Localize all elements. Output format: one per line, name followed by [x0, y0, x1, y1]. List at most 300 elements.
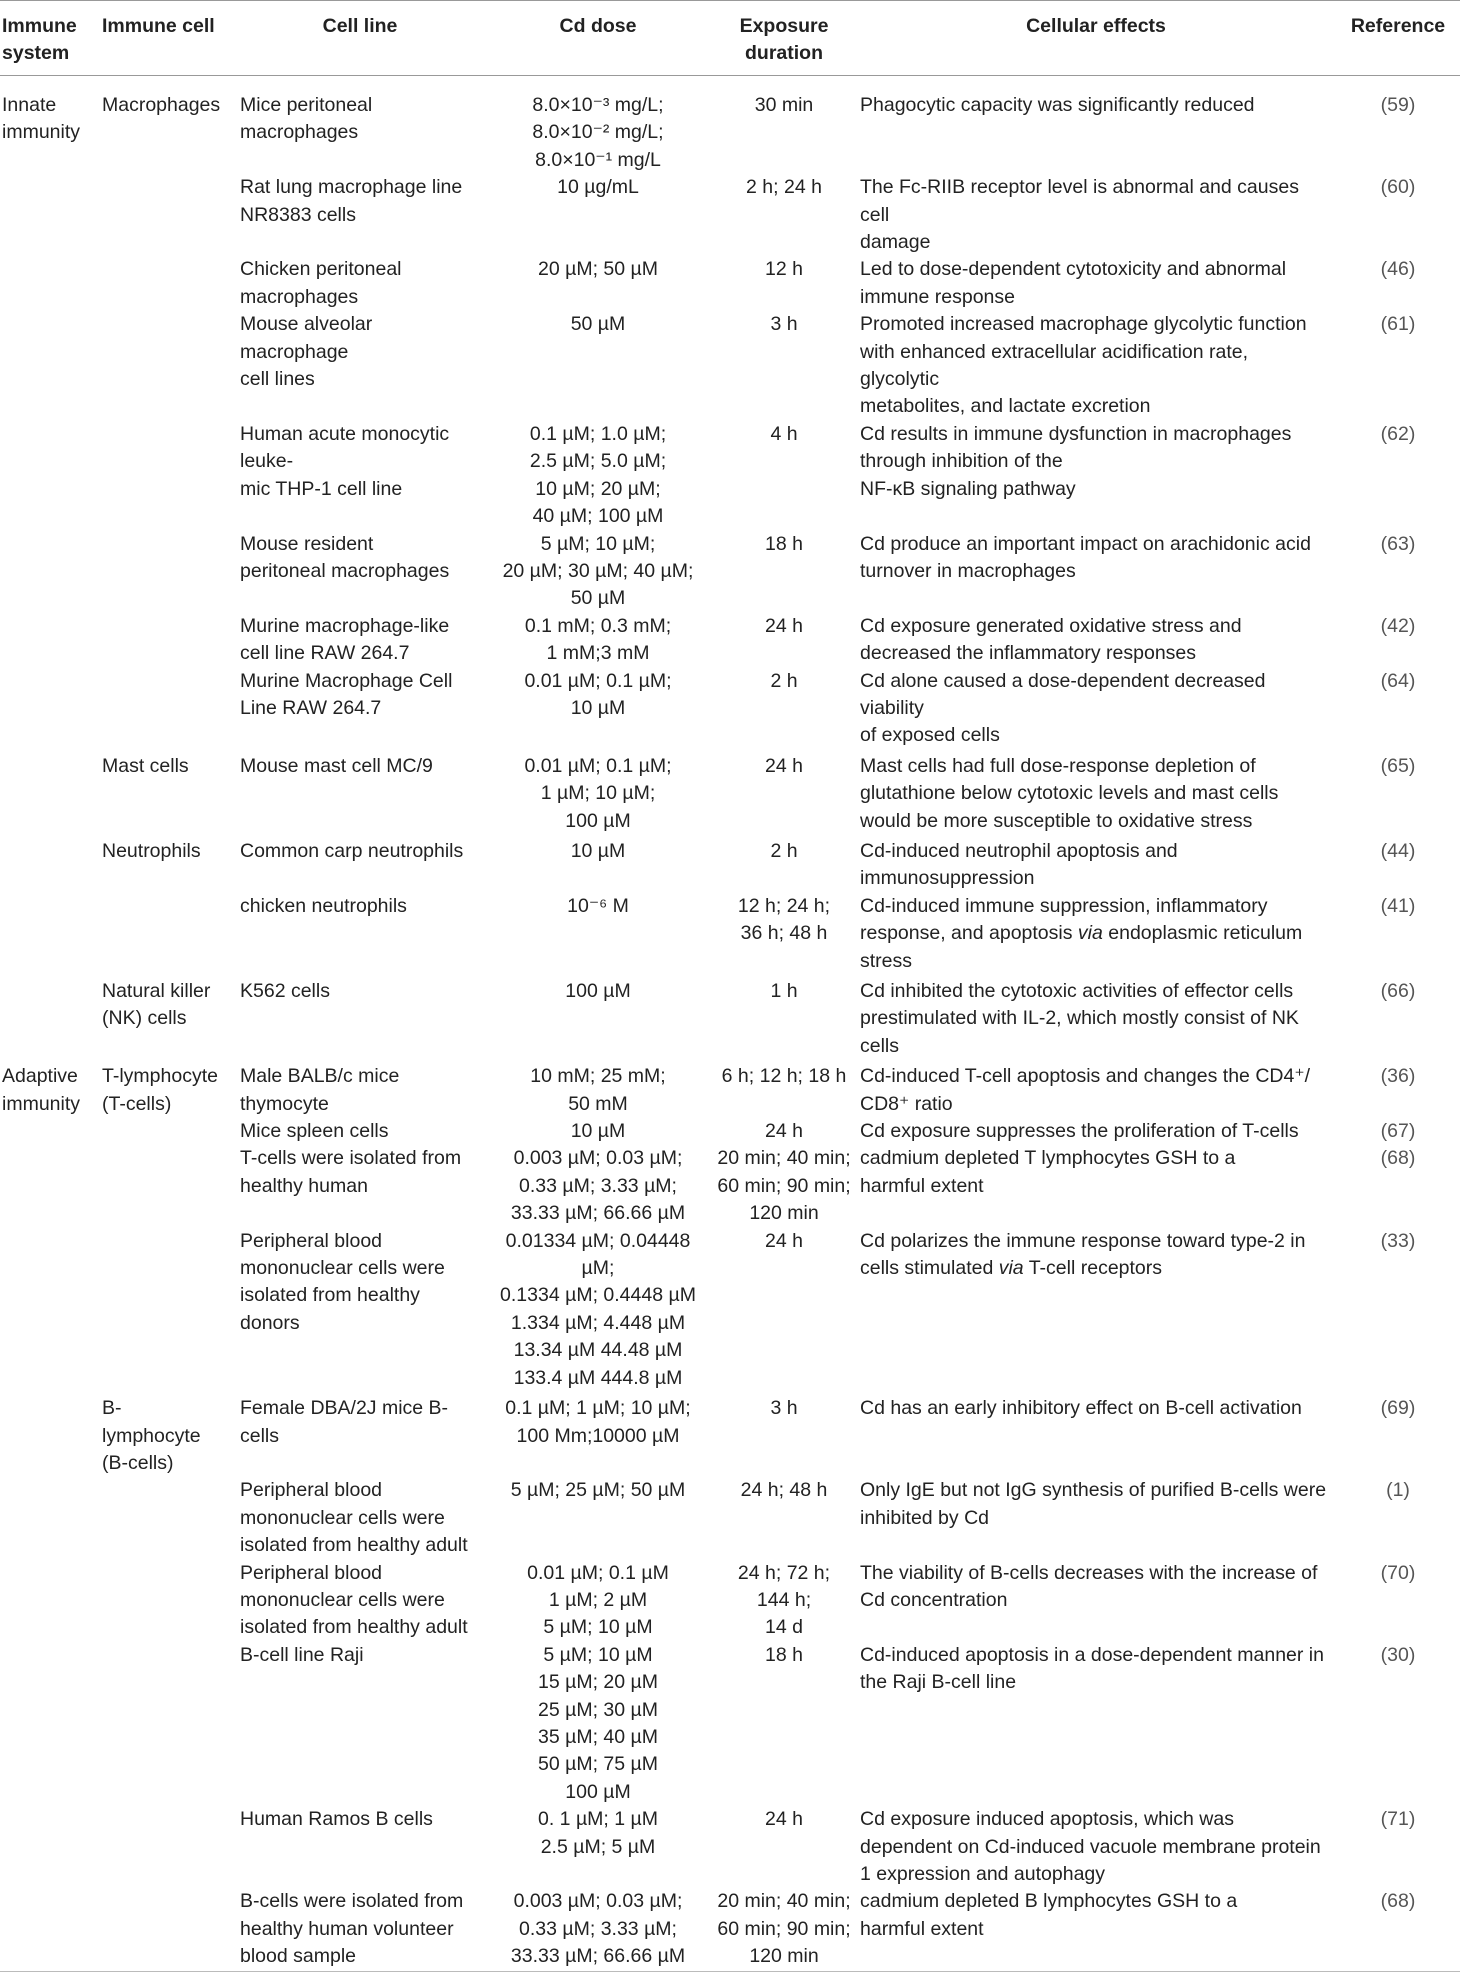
- text-line: 5 µM; 10 µM: [543, 1616, 653, 1639]
- reference-link[interactable]: (66): [1380, 980, 1416, 1002]
- immune-cell-cell: [100, 1145, 236, 1227]
- immune-system-cell: [0, 1477, 100, 1559]
- cellular-effects-cell: [856, 1118, 1336, 1145]
- reference-link[interactable]: (70): [1380, 1561, 1416, 1584]
- text-line: Murine Macrophage Cell: [240, 669, 453, 692]
- cd-dose-cell: [484, 668, 712, 750]
- cell-line-cell: [236, 531, 484, 613]
- text-line: 1 h: [770, 980, 798, 1002]
- immune-system-cell: [0, 975, 100, 1060]
- immune-system-cell: [0, 311, 100, 421]
- text-line: the Raji B-cell line: [860, 1671, 1017, 1694]
- text-line: 13.34 µM 44.48 µM: [513, 1339, 683, 1362]
- text-line: The viability of B-cells decreases with the increase of: [860, 1561, 1318, 1584]
- text-line: 100 µM: [565, 809, 631, 832]
- reference-link[interactable]: (68): [1380, 1147, 1416, 1170]
- text-line: 35 µM; 40 µM: [537, 1725, 658, 1748]
- text-line: 8.0×10⁻¹ mg/L: [535, 148, 661, 171]
- text-line: Neutrophils: [102, 839, 201, 862]
- header-immune-system: [0, 1, 100, 76]
- text-line: Mast cells had full dose-response depletion of: [860, 754, 1256, 777]
- reference-link[interactable]: (41): [1380, 894, 1416, 917]
- text-line: 100 Mm;10000 µM: [516, 1424, 680, 1447]
- cellular-effects-cell: [856, 1060, 1336, 1118]
- text-line: 25 µM; 30 µM: [537, 1698, 658, 1721]
- table-row: [0, 174, 1460, 256]
- cd-dose-cell: [484, 174, 712, 256]
- immune-system-cell: [0, 835, 100, 893]
- text-line: healthy human: [240, 1174, 368, 1197]
- cd-dose-cell: [484, 76, 712, 175]
- table-row: [0, 311, 1460, 421]
- cell-line-cell: [236, 613, 484, 668]
- exposure-duration-cell: [712, 835, 856, 893]
- immune-cell-cell: [100, 1118, 236, 1145]
- text-line: thymocyte: [240, 1092, 329, 1115]
- text-line: prestimulated with IL-2, which mostly consist of NK: [860, 1007, 1299, 1030]
- text-line: cells: [860, 1034, 900, 1057]
- immune-cell-cell: [100, 1806, 236, 1888]
- immune-cell-cell: [100, 311, 236, 421]
- text-line: 0.1334 µM; 0.4448 µM: [500, 1284, 696, 1307]
- reference-link[interactable]: (62): [1380, 422, 1416, 445]
- text-line: donors: [240, 1311, 300, 1334]
- text-line: Common carp neutrophils: [240, 839, 464, 862]
- reference-link[interactable]: (42): [1380, 614, 1416, 637]
- text-line: 1 µM; 10 µM;: [540, 782, 656, 805]
- immune-system-cell: [0, 1560, 100, 1642]
- text-line: Cd inhibited the cytotoxic activities of effector cells: [860, 980, 1294, 1002]
- text-line: 24 h: [765, 1120, 803, 1143]
- text-line: Cd exposure suppresses the proliferation of T-cells: [860, 1120, 1299, 1143]
- exposure-duration-cell: [712, 174, 856, 256]
- cd-dose-cell: [484, 1806, 712, 1888]
- cellular-effects-cell: [856, 1888, 1336, 1971]
- text-line: 12 h; 24 h;: [737, 894, 831, 917]
- immune-system-cell: [0, 531, 100, 613]
- text-line: 20 min; 40 min;: [717, 1890, 851, 1913]
- text-line: 20 min; 40 min;: [717, 1147, 851, 1170]
- immune-cell-cell: [100, 1060, 236, 1118]
- text-line: Cd produce an important impact on arachidonic acid: [860, 532, 1311, 555]
- cellular-effects-cell: [856, 256, 1336, 311]
- text-line: Cellular effects: [1026, 15, 1166, 37]
- text-line: 10 µM: [570, 1120, 626, 1143]
- text-line: macrophages: [240, 121, 359, 144]
- text-line: mononuclear cells were: [240, 1257, 445, 1280]
- text-line: 8.0×10⁻² mg/L;: [532, 121, 664, 144]
- text-line: cadmium depleted B lymphocytes GSH to a: [860, 1890, 1238, 1913]
- table-row: [0, 256, 1460, 311]
- text-line: 36 h; 48 h: [740, 922, 828, 945]
- exposure-duration-cell: [712, 893, 856, 975]
- table-row: [0, 1228, 1460, 1392]
- text-line: immunity: [2, 1092, 81, 1115]
- text-line: 1.334 µM; 4.448 µM: [510, 1311, 686, 1334]
- text-line: cell lines: [240, 368, 315, 391]
- immune-cell-cell: [100, 76, 236, 175]
- reference-link[interactable]: (68): [1336, 1888, 1460, 1971]
- text-line: Cd alone caused a dose-dependent decreased viability: [860, 669, 1266, 719]
- cd-dose-cell: [484, 1118, 712, 1145]
- header-row: [0, 1, 1460, 76]
- text-line: would be more susceptible to oxidative stress: [860, 809, 1253, 832]
- text-line: 50 µM: [570, 587, 626, 610]
- immune-cell-cell: [100, 1642, 236, 1806]
- cd-dose-cell: [484, 1477, 712, 1559]
- cell-line-cell: [236, 1228, 484, 1392]
- text-line: Natural killer: [102, 980, 211, 1002]
- text-line: 2 h: [770, 669, 798, 692]
- cellular-effects-cell: [856, 1806, 1336, 1888]
- reference-link[interactable]: (46): [1380, 258, 1416, 281]
- cellular-effects-cell: [856, 1560, 1336, 1642]
- text-line: Human acute monocytic: [240, 422, 450, 445]
- text-line: through inhibition of the: [860, 450, 1063, 473]
- reference-link[interactable]: (1): [1386, 1479, 1410, 1502]
- immune-system-cell: [0, 1145, 100, 1227]
- text-line: harmful extent: [860, 1917, 984, 1940]
- text-line: 60 min; 90 min;: [717, 1917, 851, 1940]
- cellular-effects-cell: [856, 835, 1336, 893]
- text-line: Macrophages: [102, 94, 221, 116]
- cell-line-cell: [236, 1118, 484, 1145]
- text-line: harmful extent: [860, 1174, 984, 1197]
- text-line: Cd-induced neutrophil apoptosis and: [860, 839, 1178, 862]
- text-line: Chicken peritoneal: [240, 258, 402, 281]
- immune-system-cell: [0, 893, 100, 975]
- text-line: response, and apoptosis via endoplasmic reticulum: [860, 922, 1303, 945]
- text-line: macrophage: [240, 340, 349, 363]
- exposure-duration-cell: [712, 1060, 856, 1118]
- text-line: (NK) cells: [102, 1007, 187, 1030]
- text-line: 14 d: [765, 1616, 803, 1639]
- text-line: Female DBA/2J mice B-: [240, 1397, 449, 1420]
- text-line: Line RAW 264.7: [240, 696, 382, 719]
- cd-dose-cell: [484, 613, 712, 668]
- text-line: stress: [860, 949, 913, 972]
- immune-cell-cell: [100, 1228, 236, 1392]
- text-line: Innate: [2, 94, 57, 116]
- text-line: Peripheral blood: [240, 1229, 383, 1252]
- text-line: metabolites, and lactate excretion: [860, 395, 1151, 418]
- text-line: 5 µM; 10 µM: [543, 1643, 653, 1666]
- text-line: turnover in macrophages: [860, 559, 1076, 582]
- table-row: [0, 750, 1460, 835]
- text-line: immune response: [860, 285, 1015, 308]
- reference-link[interactable]: (36): [1380, 1065, 1416, 1088]
- cd-dose-cell: [484, 1642, 712, 1806]
- exposure-duration-cell: [712, 1118, 856, 1145]
- cellular-effects-cell: [856, 1392, 1336, 1477]
- text-line: blood sample: [240, 1945, 356, 1968]
- text-line: 144 h;: [756, 1588, 812, 1611]
- text-line: 3 h: [770, 313, 798, 336]
- cellular-effects-cell: [856, 531, 1336, 613]
- text-line: isolated from healthy: [240, 1284, 420, 1307]
- text-line: 1 expression and autophagy: [860, 1863, 1106, 1885]
- immune-cell-cell: [100, 975, 236, 1060]
- immune-system-cell: [0, 1888, 100, 1971]
- text-line: 0.33 µM; 3.33 µM;: [519, 1917, 677, 1940]
- reference-link[interactable]: (61): [1380, 313, 1416, 336]
- immune-cell-cell: [100, 750, 236, 835]
- cellular-effects-cell: [856, 421, 1336, 531]
- immune-cell-cell: [100, 1888, 236, 1971]
- reference-link[interactable]: (69): [1380, 1397, 1416, 1420]
- immune-cell-cell: [100, 893, 236, 975]
- text-line: 5 µM; 25 µM; 50 µM: [510, 1479, 686, 1502]
- text-line: Cd dose: [559, 15, 637, 37]
- text-line: 20 µM; 50 µM: [537, 258, 658, 281]
- text-line: isolated from healthy adult: [240, 1534, 468, 1557]
- text-line: The Fc-RIIB receptor level is abnormal and causes cell: [860, 176, 1299, 226]
- immune-cell-cell: [100, 668, 236, 750]
- immune-system-cell: [0, 174, 100, 256]
- text-line: K562 cells: [240, 980, 330, 1002]
- text-line: 10 µM: [570, 839, 626, 862]
- table-row: [0, 1806, 1460, 1888]
- text-line: 24 h: [765, 1808, 803, 1831]
- cd-dose-cell: [484, 893, 712, 975]
- cd-dose-cell: [484, 421, 712, 531]
- immune-cell-cell: [100, 256, 236, 311]
- exposure-duration-cell: [712, 76, 856, 175]
- cell-line-cell: [236, 1642, 484, 1806]
- header-exposure-duration: [712, 1, 856, 76]
- cell-line-cell: [236, 835, 484, 893]
- text-line: 0.01 µM; 0.1 µM;: [524, 669, 672, 692]
- text-line: 12 h: [765, 258, 803, 281]
- cd-dose-cell: [484, 256, 712, 311]
- immune-cell-cell: [100, 1560, 236, 1642]
- table-row: [0, 975, 1460, 1060]
- cellular-effects-cell: [856, 1477, 1336, 1559]
- text-line: Immune cell: [102, 15, 215, 37]
- cd-dose-cell: [484, 1060, 712, 1118]
- text-line: 100 µM: [565, 980, 631, 1002]
- header-cd-dose: [484, 1, 712, 76]
- text-line: Reference: [1350, 15, 1446, 37]
- exposure-duration-cell: [712, 750, 856, 835]
- cellular-effects-cell: [856, 76, 1336, 175]
- table-row: [0, 1118, 1460, 1145]
- text-line: macrophages: [240, 285, 359, 308]
- immune-system-cell: [0, 256, 100, 311]
- text-line: leuke-: [240, 450, 294, 473]
- cellular-effects-cell: [856, 893, 1336, 975]
- cellular-effects-cell: [856, 1145, 1336, 1227]
- cell-line-cell: [236, 76, 484, 175]
- cd-dose-cell: [484, 835, 712, 893]
- text-line: lymphocyte: [102, 1424, 201, 1447]
- text-line: Male BALB/c mice: [240, 1065, 400, 1088]
- immune-system-cell: [0, 1118, 100, 1145]
- text-line: mononuclear cells were: [240, 1588, 445, 1611]
- reference-link[interactable]: (67): [1380, 1120, 1416, 1143]
- text-line: 2 h; 24 h: [746, 176, 822, 199]
- cellular-effects-cell: [856, 613, 1336, 668]
- cd-dose-cell: [484, 750, 712, 835]
- cellular-effects-cell: [856, 750, 1336, 835]
- cd-dose-cell: [484, 531, 712, 613]
- cellular-effects-cell: [856, 174, 1336, 256]
- text-line: Cd-induced immune suppression, inflammatory: [860, 894, 1268, 917]
- exposure-duration-cell: [712, 1392, 856, 1477]
- exposure-duration-cell: [712, 1477, 856, 1559]
- text-line: 10 µM: [570, 696, 626, 719]
- text-line: 0.1 µM; 1 µM; 10 µM;: [505, 1397, 691, 1420]
- cellular-effects-cell: [856, 975, 1336, 1060]
- exposure-duration-cell: [712, 1145, 856, 1227]
- table-row: [0, 835, 1460, 893]
- reference-link[interactable]: (64): [1380, 669, 1416, 692]
- text-line: B-: [102, 1397, 122, 1420]
- text-line: with enhanced extracellular acidification rate, glycolytic: [860, 340, 1249, 391]
- cellular-effects-cell: [856, 668, 1336, 750]
- text-line: 30 min: [754, 94, 814, 116]
- cell-line-cell: [236, 1888, 484, 1971]
- text-line: dependent on Cd-induced vacuole membrane protein: [860, 1835, 1321, 1858]
- reference-link[interactable]: (63): [1380, 532, 1416, 555]
- reference-link[interactable]: (60): [1380, 176, 1416, 199]
- cell-line-cell: [236, 1477, 484, 1559]
- immune-cell-cell: [100, 421, 236, 531]
- exposure-duration-cell: [712, 1888, 856, 1971]
- text-line: chicken neutrophils: [240, 894, 407, 917]
- text-line: Peripheral blood: [240, 1479, 383, 1502]
- text-line: 0.01334 µM; 0.04448: [505, 1229, 691, 1252]
- text-line: 0.1 µM; 1.0 µM;: [529, 422, 667, 445]
- cell-line-cell: [236, 1806, 484, 1888]
- cd-dose-cell: [484, 975, 712, 1060]
- text-line: mononuclear cells were: [240, 1506, 445, 1529]
- exposure-duration-cell: [712, 1806, 856, 1888]
- text-line: 24 h: [765, 614, 803, 637]
- table-row: [0, 1888, 1460, 1971]
- text-line: 4 h: [770, 422, 798, 445]
- text-line: 50 µM: [570, 313, 626, 336]
- text-line: 0.01 µM; 0.1 µM: [527, 1561, 669, 1584]
- reference-link[interactable]: (59): [1380, 94, 1416, 116]
- text-line: Immune: [2, 15, 77, 37]
- table-row: [0, 613, 1460, 668]
- text-line: T-lymphocyte: [102, 1065, 218, 1088]
- cell-line-cell: [236, 668, 484, 750]
- cell-line-cell: [236, 1060, 484, 1118]
- cell-line-cell: [236, 421, 484, 531]
- text-line: Peripheral blood: [240, 1561, 383, 1584]
- header-reference: [1336, 1, 1460, 76]
- text-line: (B-cells): [102, 1451, 174, 1474]
- table-row: [0, 531, 1460, 613]
- text-line: µM;: [581, 1257, 615, 1280]
- cell-line-cell: [236, 750, 484, 835]
- reference-link[interactable]: (30): [1380, 1643, 1416, 1666]
- text-line: 2.5 µM; 5 µM: [540, 1835, 656, 1858]
- text-line: mic THP-1 cell line: [240, 477, 403, 500]
- text-line: T-cells were isolated from: [240, 1147, 462, 1170]
- cell-line-cell: [236, 1392, 484, 1477]
- text-line: cells: [240, 1424, 280, 1447]
- text-line: 50 µM; 75 µM: [537, 1753, 658, 1776]
- text-line: Exposure: [739, 15, 829, 37]
- exposure-duration-cell: [712, 613, 856, 668]
- table-row: [0, 1642, 1460, 1806]
- table-row: [0, 668, 1460, 750]
- text-line: inhibited by Cd: [860, 1506, 989, 1529]
- reference-link[interactable]: (33): [1380, 1229, 1416, 1252]
- text-line: decreased the inflammatory responses: [860, 642, 1197, 665]
- text-line: 8.0×10⁻³ mg/L;: [532, 94, 664, 116]
- cd-dose-cell: [484, 1392, 712, 1477]
- text-line: 24 h: [765, 754, 803, 777]
- exposure-duration-cell: [712, 531, 856, 613]
- immune-system-cell: [0, 613, 100, 668]
- text-line: 50 mM: [568, 1092, 628, 1115]
- text-line: 1 µM; 2 µM: [548, 1588, 648, 1611]
- text-line: healthy human volunteer: [240, 1917, 454, 1940]
- text-line: Rat lung macrophage line: [240, 176, 463, 199]
- table-row: [0, 1145, 1460, 1227]
- immune-cell-cell: [100, 174, 236, 256]
- text-line: cadmium depleted T lymphocytes GSH to a: [860, 1147, 1236, 1170]
- text-line: Mouse mast cell MC/9: [240, 754, 433, 777]
- text-line: 2.5 µM; 5.0 µM;: [529, 450, 667, 473]
- text-line: 18 h: [765, 1643, 803, 1666]
- table-row: [0, 1060, 1460, 1118]
- text-line: cell line RAW 264.7: [240, 642, 410, 665]
- exposure-duration-cell: [712, 1560, 856, 1642]
- text-line: 120 min: [749, 1945, 819, 1968]
- text-line: Only IgE but not IgG synthesis of purified B-cells were: [860, 1479, 1327, 1502]
- cell-line-cell: [236, 311, 484, 421]
- immune-system-cell: [0, 1060, 100, 1118]
- immune-cell-cell: [100, 835, 236, 893]
- text-line: Mice spleen cells: [240, 1120, 389, 1143]
- text-line: 133.4 µM 444.8 µM: [513, 1366, 683, 1389]
- reference-link[interactable]: (65): [1380, 754, 1416, 777]
- text-line: 0.33 µM; 3.33 µM;: [519, 1174, 677, 1197]
- exposure-duration-cell: [712, 1228, 856, 1392]
- text-line: B-cell line Raji: [240, 1643, 364, 1666]
- text-line: Cell line: [322, 15, 398, 37]
- text-line: peritoneal macrophages: [240, 559, 450, 582]
- reference-link[interactable]: (44): [1380, 839, 1416, 862]
- table-row: [0, 893, 1460, 975]
- text-line: B-cells were isolated from: [240, 1890, 464, 1913]
- immune-system-cell: [0, 750, 100, 835]
- text-line: 120 min: [749, 1202, 819, 1225]
- cellular-effects-cell: [856, 1642, 1336, 1806]
- reference-link[interactable]: (71): [1380, 1808, 1416, 1831]
- text-line: Led to dose-dependent cytotoxicity and abnormal: [860, 258, 1287, 281]
- text-line: 0.1 mM; 0.3 mM;: [524, 614, 672, 637]
- table-row: [0, 421, 1460, 531]
- cd-dose-cell: [484, 1888, 712, 1971]
- immune-system-cell: [0, 668, 100, 750]
- text-line: 5 µM; 10 µM;: [540, 532, 656, 555]
- text-line: 0.01 µM; 0.1 µM;: [524, 754, 672, 777]
- text-line: 1 mM;3 mM: [546, 642, 650, 665]
- text-line: (T-cells): [102, 1092, 172, 1115]
- text-line: Cd results in immune dysfunction in macrophages: [860, 422, 1292, 445]
- cell-line-cell: [236, 893, 484, 975]
- text-line: Cd concentration: [860, 1588, 1008, 1611]
- text-line: 6 h; 12 h; 18 h: [721, 1065, 847, 1088]
- immune-system-cell: [0, 1392, 100, 1477]
- immune-cell-cell: [100, 531, 236, 613]
